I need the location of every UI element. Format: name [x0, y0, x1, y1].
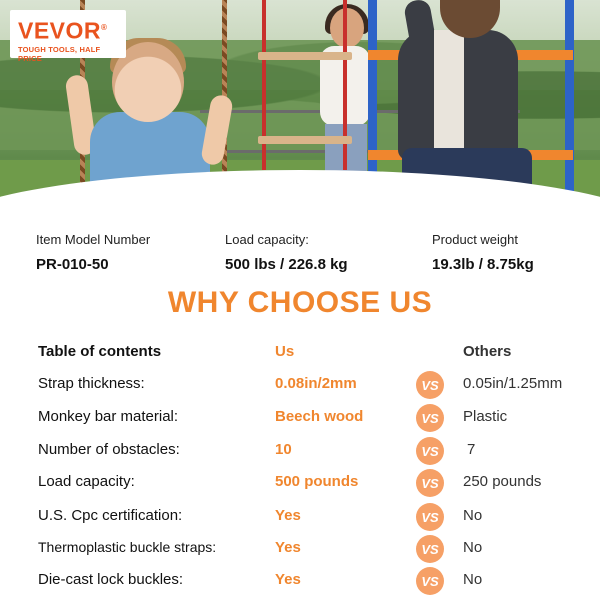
brand-logo: [10, 10, 126, 63]
row-us-value: Beech wood: [275, 408, 364, 425]
table-row: [0, 473, 600, 503]
spec-model-number: [36, 232, 150, 273]
vs-badge-icon: [416, 371, 444, 399]
svg-text:VS: VS: [421, 510, 439, 525]
vs-badge-icon: [416, 503, 444, 531]
row-us-value: Yes: [275, 507, 301, 524]
spec-value: PR-010-50: [36, 256, 109, 273]
row-us-value: 500 pounds: [275, 473, 359, 490]
spec-label: Item Model Number: [36, 232, 151, 247]
spec-value: 500 lbs / 226.8 kg: [225, 256, 348, 273]
col-header-us: Us: [275, 343, 295, 360]
ladder-rung: [258, 136, 352, 144]
svg-text:VS: VS: [421, 411, 439, 426]
row-feature: Monkey bar material:: [38, 408, 179, 425]
row-others-value: 250 pounds: [463, 473, 542, 490]
row-others-value: 7: [467, 441, 476, 458]
row-feature: Load capacity:: [38, 473, 135, 490]
spec-product-weight: [432, 232, 534, 273]
vs-badge-icon: [416, 535, 444, 563]
table-row: [0, 375, 600, 405]
row-feature: U.S. Cpc certification:: [38, 507, 183, 524]
ladder-rung: [258, 52, 352, 60]
row-us-value: 10: [275, 441, 292, 458]
table-row: [0, 408, 600, 438]
table-header-row: [0, 343, 600, 373]
row-feature: Die-cast lock buckles:: [38, 571, 184, 588]
row-others-value: No: [463, 539, 483, 556]
table-row: [0, 507, 600, 537]
ladder-rope-left: [262, 0, 266, 170]
row-feature: Strap thickness:: [38, 375, 145, 392]
svg-text:VS: VS: [421, 378, 439, 393]
ladder-rope-right: [343, 0, 347, 170]
brand-name: VEVOR: [18, 17, 102, 44]
col-header-others: Others: [463, 343, 512, 360]
woman-head: [330, 8, 364, 48]
row-others-value: No: [463, 507, 483, 524]
row-others-value: 0.05in/1.25mm: [463, 375, 563, 392]
vs-badge-icon: [416, 469, 444, 497]
row-feature: Number of obstacles:: [38, 441, 180, 458]
row-others-value: Plastic: [463, 408, 508, 425]
section-heading: WHY CHOOSE US: [167, 286, 433, 319]
table-row: [0, 539, 600, 569]
table-row: [0, 571, 600, 601]
spec-label: Product weight: [432, 232, 518, 247]
boy-body: [398, 30, 518, 160]
svg-text:VS: VS: [421, 574, 439, 589]
svg-text:VS: VS: [421, 444, 439, 459]
vs-badge-icon: [416, 404, 444, 432]
svg-text:VS: VS: [421, 542, 439, 557]
row-us-value: Yes: [275, 571, 301, 588]
row-us-value: Yes: [275, 539, 301, 556]
table-row: [0, 441, 600, 471]
vs-badge-icon: [416, 437, 444, 465]
registered-mark: ®: [101, 23, 108, 32]
net-pole-left: [368, 0, 377, 190]
row-us-value: 0.08in/2mm: [275, 375, 357, 392]
col-header-contents: Table of contents: [38, 343, 162, 360]
spec-label: Load capacity:: [225, 232, 309, 247]
svg-text:VS: VS: [421, 476, 439, 491]
spec-value: 19.3lb / 8.75kg: [432, 256, 534, 273]
row-others-value: No: [463, 571, 483, 588]
net-pole-right: [565, 0, 574, 200]
row-feature: Thermoplastic buckle straps:: [38, 539, 217, 555]
brand-tagline: TOUGH TOOLS, HALF PRICE: [18, 44, 101, 63]
spec-load-capacity: [225, 232, 348, 273]
vs-badge-icon: [416, 567, 444, 595]
